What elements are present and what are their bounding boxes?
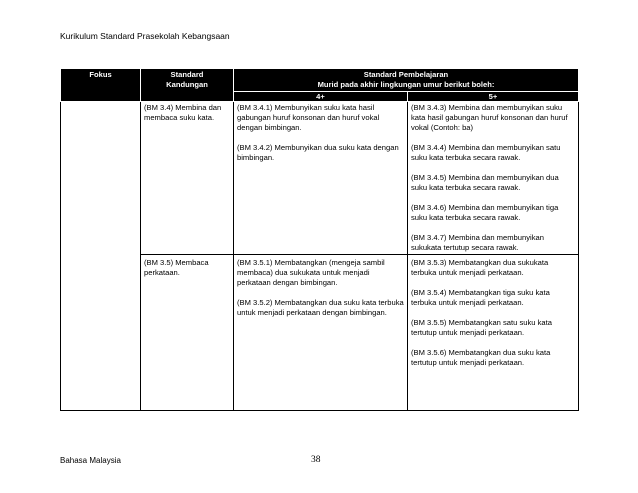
learning-standard: (BM 3.5.6) Membatangkan dua suku kata tertutup untuk menjadi perkataan.: [411, 348, 551, 367]
footer-subject: Bahasa Malaysia: [60, 456, 121, 465]
age4-cell: [234, 255, 408, 411]
focus-cell: [61, 102, 141, 411]
learning-standard: (BM 3.4.6) Membina dan membunyikan tiga suku kata terbuka secara rawak.: [411, 203, 559, 222]
document-header: Kurikulum Standard Prasekolah Kebangsaan: [60, 31, 230, 41]
col-header-focus: Fokus: [61, 69, 141, 102]
col-header-content-line2: Kandungan: [166, 80, 208, 89]
learning-standard: (BM 3.4.1) Membunyikan suku kata hasil gabungan huruf konsonan dan huruf vokal dengan bimbingan.: [237, 103, 380, 132]
age5-cell: [408, 102, 579, 255]
col-header-learning-line1: Standard Pembelajaran: [363, 70, 449, 79]
learning-standard: (BM 3.5.3) Membatangkan dua sukukata terbuka untuk menjadi perkataan.: [411, 258, 549, 277]
content-standard-cell: (BM 3.4) Membina dan membaca suku kata.: [141, 102, 234, 255]
age4-cell: [234, 102, 408, 255]
content-standard-cell: (BM 3.5) Membaca perkataan.: [141, 255, 234, 411]
col-header-age-5: 5+: [408, 92, 579, 102]
learning-standard: (BM 3.5.5) Membatangkan satu suku kata tertutup untuk menjadi perkataan.: [411, 318, 552, 337]
page-number: 38: [311, 455, 321, 465]
col-header-content-line1: Standard: [170, 70, 204, 79]
col-header-learning: [234, 69, 579, 92]
curriculum-table: [60, 68, 579, 411]
learning-standard: (BM 3.5.1) Membatangkan (mengeja sambil membaca) dua sukukata untuk menjadi perkataan dengan bimbingan.: [237, 258, 385, 287]
col-header-content: [141, 69, 234, 102]
col-header-age-4: 4+: [234, 92, 408, 102]
table-header-row: [61, 69, 579, 92]
learning-standard: (BM 3.5.2) Membatangkan dua suku kata terbuka untuk menjadi perkataan dengan bimbingan.: [237, 298, 404, 317]
learning-standard: (BM 3.4.3) Membina dan membunyikan suku kata hasil gabungan huruf konsonan dan huruf vokal (Contoh: ba): [411, 103, 568, 132]
learning-standard: (BM 3.4.4) Membina dan membunyikan satu suku kata terbuka secara rawak.: [411, 143, 561, 162]
learning-standard: (BM 3.4.2) Membunyikan dua suku kata dengan bimbingan.: [237, 143, 399, 162]
learning-standard: (BM 3.4.7) Membina dan membunyikan sukukata tertutup secara rawak.: [411, 233, 544, 252]
learning-standard: (BM 3.5.4) Membatangkan tiga suku kata terbuka untuk menjadi perkataan.: [411, 288, 550, 307]
learning-standard: (BM 3.4.5) Membina dan membunyikan dua suku kata terbuka secara rawak.: [411, 173, 559, 192]
table-row: [61, 102, 579, 255]
age5-cell: [408, 255, 579, 411]
col-header-learning-line2: Murid pada akhir lingkungan umur berikut boleh:: [317, 80, 495, 89]
